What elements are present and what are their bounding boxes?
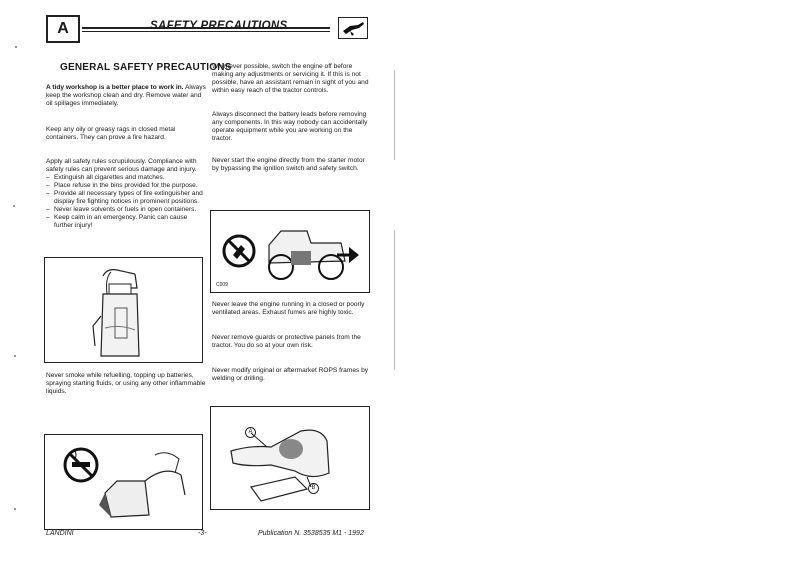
safety-bullet-list: [46, 174, 206, 230]
scan-margin-line: [394, 70, 395, 160]
list-item: – Extinguish all cigarettes and matches.: [46, 174, 206, 182]
figure-rops: [210, 406, 370, 510]
figure-label: C009: [216, 282, 228, 288]
paragraph-rops-frames: Never modify original or aftermarket ROPS frames by welding or drilling.: [212, 367, 369, 382]
callout-b: B: [308, 483, 319, 494]
paragraph-body: Apply all safety rules scrupulously. Compliance with safety rules can prevent serious damage and injury.: [46, 158, 197, 173]
scan-dot: [13, 205, 15, 207]
tractor-hand-icon: [338, 17, 368, 39]
paragraph-switch-engine-off: Whenever possible, switch the engine off before making any adjustments or servicing it. If this is not possible, have an assistant remain in sight of you and within easy reach of the tractor controls.: [212, 63, 369, 94]
section-letter-box: A: [46, 15, 80, 43]
paragraph-starter-motor: Never start the engine directly from the starter motor by bypassing the ignition switch and safety switch.: [212, 157, 365, 172]
figure-fire-extinguisher: [44, 257, 203, 363]
paragraph-tidy-workshop: [46, 84, 206, 108]
scan-dot: [15, 46, 17, 48]
no-smoking-illustration: [45, 435, 202, 529]
figure-starter-bypass: [210, 210, 370, 293]
paragraph-disconnect-battery: Always disconnect the battery leads before removing any components. In this way nobody can accidentally operate equipment while you are working on the tractor.: [212, 111, 368, 142]
figure-no-smoking: [44, 434, 203, 530]
footer-brand: LANDINI: [46, 530, 74, 537]
paragraph-body: Always keep the workshop clean and dry. Remove water and oil spillages immediately.: [46, 84, 206, 107]
paragraph-exhaust-fumes: Never leave the engine running in a closed or poorly ventilated areas. Exhaust fumes are highly toxic.: [212, 301, 365, 316]
footer-publication: Publication N. 3538535 M1 - 1992: [258, 530, 364, 537]
callout-a: A: [245, 427, 256, 438]
paragraph-safety-rules: [46, 158, 206, 230]
list-item: – Place refuse in the bins provided for the purpose.: [46, 182, 206, 190]
paragraph-no-smoking-refuel: Never smoke while refuelling, topping up batteries, spraying starting fluids, or using any other inflammable liquids.: [46, 372, 206, 395]
footer-page-number: -3-: [198, 530, 207, 537]
scan-margin-line: [394, 230, 395, 370]
section-heading: GENERAL SAFETY PRECAUTIONS: [60, 62, 232, 73]
paragraph-oily-rags: Keep any oily or greasy rags in closed metal containers. They can prove a fire hazard.: [46, 126, 176, 141]
fire-extinguisher-illustration: [45, 258, 202, 362]
list-item: – Never leave solvents or fuels in open containers.: [46, 206, 206, 214]
starter-bypass-illustration: [211, 211, 369, 292]
scan-dot: [14, 355, 16, 357]
rops-illustration: [211, 407, 369, 509]
page-title: SAFETY PRECAUTIONS: [150, 20, 288, 32]
paragraph-lead: A tidy workshop is a better place to work in.: [46, 84, 184, 91]
list-item: – Keep calm in an emergency. Panic can cause further injury!: [46, 214, 206, 230]
scan-dot: [14, 508, 16, 510]
list-item: – Provide all necessary types of fire extinguisher and display fire fighting notices in prominent positions.: [46, 190, 206, 206]
paragraph-guards: Never remove guards or protective panels from the tractor. You do so at your own risk.: [212, 334, 361, 349]
